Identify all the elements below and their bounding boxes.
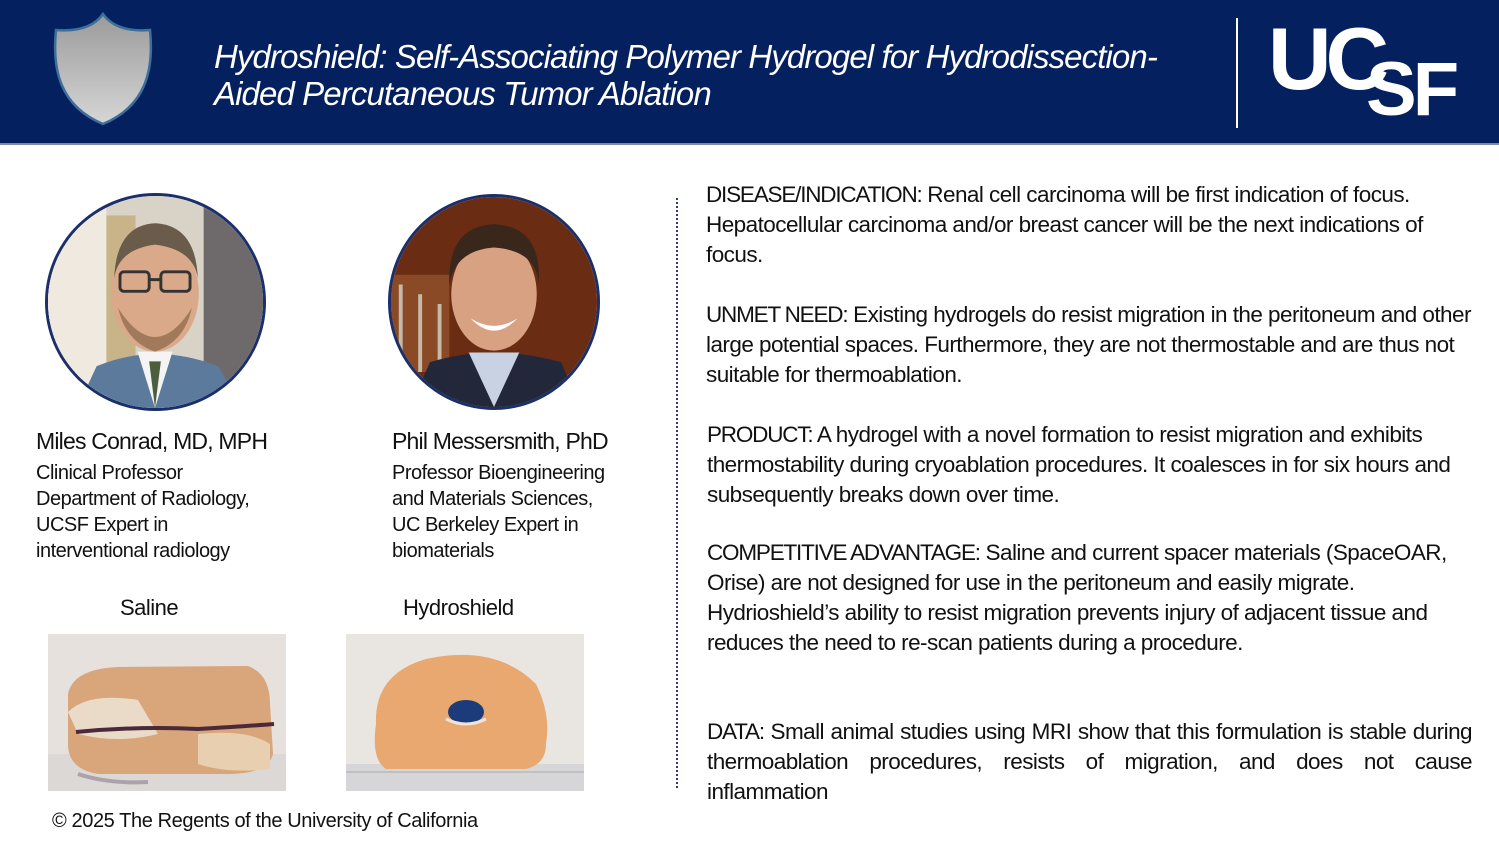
section-data [707,717,1472,807]
section-label: PRODUCT: [707,422,813,447]
description-line: UCSF Expert in [36,514,168,536]
section-text: Existing hydrogels do resist migration in the peritoneum and other large potential spaces. Furthermore, they are not thermostable and are thus not suitable for thermoablation. [706,302,1471,387]
ucsf-logo [1268,9,1478,132]
description-line: Clinical Professor [36,462,183,484]
headshot-photo [48,196,263,408]
section-text: Renal cell carcinoma will be first indication of focus. Hepatocellular carcinoma and/or breast cancer will be the next indications of focus. [706,182,1423,267]
title-line-1: Hydroshield: Self-Associating Polymer Hydrogel for Hydrodissection- [214,38,1157,75]
column-divider [676,198,678,788]
logo-sf: SF [1366,47,1456,132]
person-name-miles-conrad: Miles Conrad, MD, MPH [36,428,268,454]
header-divider [1236,18,1238,128]
section-text: Small animal studies using MRI show that this formulation is stable during thermoablation procedures, resists of migration, and does not cause inflammation [707,719,1472,804]
section-competitive-advantage [707,538,1477,658]
description-line: Professor Bioengineering [392,462,605,484]
sample-label-hydroshield: Hydroshield [403,595,514,620]
description-line: and Materials Sciences, [392,488,593,510]
section-label: COMPETITIVE ADVANTAGE: [707,540,980,565]
shield-icon [50,10,156,128]
description-line: biomaterials [392,540,494,562]
avatar-phil-messersmith [388,194,600,410]
tissue-sample-photo [48,634,286,791]
person-description-phil-messersmith [392,460,605,564]
title-line-2: Aided Percutaneous Tumor Ablation [214,75,711,112]
logo-uc: UC [1268,9,1384,108]
description-line: interventional radiology [36,540,230,562]
section-unmet-need [706,300,1476,390]
section-label: UNMET NEED: [706,302,848,327]
hydroshield-sample-photo [346,634,584,791]
section-label: DISEASE/INDICATION: [706,182,922,207]
person-name-phil-messersmith: Phil Messersmith, PhD [392,428,608,454]
copyright-notice: © 2025 The Regents of the University of California [52,810,478,832]
description-line: Department of Radiology, [36,488,250,510]
saline-sample-photo [48,634,286,791]
section-text: A hydrogel with a novel formation to resist migration and exhibits thermostability during cryoablation procedures. It coalesces in for six hours and subsequently breaks down over time. [707,422,1451,507]
avatar-miles-conrad [45,193,266,411]
sample-label-saline: Saline [120,595,179,620]
headshot-photo [391,197,597,407]
description-line: UC Berkeley Expert in [392,514,579,536]
section-product [707,420,1477,510]
tissue-sample-photo [346,634,584,791]
section-text: Saline and current spacer materials (SpaceOAR, Orise) are not designed for use in the peritoneum and easily migrate. Hydrioshield’s ability to resist migration prevents injury of adjacent tissue and reduces the need to re-scan patients during a procedure. [707,540,1447,655]
section-label: DATA: [707,719,764,744]
person-description-miles-conrad [36,460,249,564]
header-banner [0,0,1499,145]
page-title [214,38,1254,112]
section-disease-indication [706,180,1476,270]
